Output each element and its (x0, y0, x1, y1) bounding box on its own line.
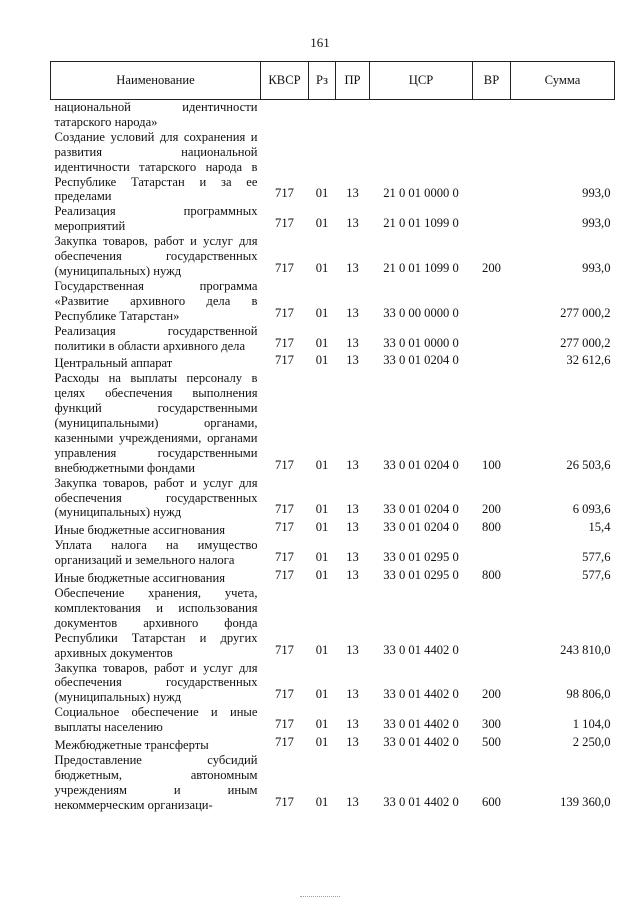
cell-kvsr: 717 (275, 568, 294, 583)
cell-kvsr: 717 (275, 520, 294, 535)
cell-name: Реализация государственной политики в области архивного дела (54, 323, 258, 353)
cell-kvsr (261, 100, 309, 130)
table-row (51, 130, 615, 205)
cell-summa: 26 503,6 (566, 457, 611, 472)
table-row (51, 661, 615, 706)
cell-summa: 277 000,2 (560, 335, 611, 350)
cell-name: Реализация программных мероприятий (54, 204, 258, 234)
cell-pr: 13 (346, 794, 359, 809)
table-row (51, 538, 615, 568)
budget-table (50, 61, 615, 813)
cell-kvsr: 717 (275, 735, 294, 750)
cell-kvsr: 717 (275, 335, 294, 350)
cell-vr (473, 130, 511, 205)
header-summa: Сумма (511, 62, 615, 100)
cell-pr: 13 (346, 216, 359, 231)
cell-csr: 33 0 01 0204 0 (383, 502, 459, 517)
table-row (51, 324, 615, 354)
cell-csr: 33 0 01 0000 0 (383, 335, 459, 350)
cell-vr (473, 279, 511, 324)
cell-name: Иные бюджетные ассигнования (54, 571, 226, 586)
cell-pr: 13 (346, 642, 359, 657)
table-row (51, 586, 615, 661)
cell-vr: 200 (482, 687, 501, 702)
cell-summa: 577,6 (582, 550, 611, 565)
header-rz: Рз (309, 62, 336, 100)
cell-pr: 13 (346, 735, 359, 750)
cell-rz: 01 (315, 717, 329, 732)
cell-pr: 13 (346, 568, 359, 583)
table-row (51, 735, 615, 753)
cell-name: Обеспечение хранения, учета, комплектования и использования документов архивного фонда Республики Татарстан и других архивных документов (54, 586, 258, 660)
cell-summa: 2 250,0 (572, 735, 611, 750)
cell-rz: 01 (315, 642, 329, 657)
cell-rz: 01 (315, 550, 329, 565)
cell-name: Предоставление субсидий бюджетным, автономным учреждениям и иным некоммерческим организаци- (54, 752, 258, 812)
cell-kvsr: 717 (275, 353, 294, 368)
cell-name: Создание условий для сохранения и развития национальной идентичности татарского народа в Республике Татарстан и за ее пределами (54, 129, 258, 204)
cell-name: Государственная программа «Развитие архивного дела в Республике Татарстан» (54, 278, 258, 323)
cell-summa: 993,0 (582, 216, 611, 231)
table-row (51, 520, 615, 538)
cell-summa: 1 104,0 (572, 717, 611, 732)
cell-name: Центральный аппарат (54, 356, 173, 371)
cell-rz: 01 (315, 305, 329, 320)
cell-vr (473, 100, 511, 130)
cell-name: национальной идентичности татарского народа» (54, 100, 258, 129)
cell-summa: 98 806,0 (566, 687, 611, 702)
cell-vr (473, 353, 511, 371)
cell-rz: 01 (315, 216, 329, 231)
cell-pr: 13 (346, 305, 359, 320)
header-pr: ПР (336, 62, 370, 100)
cell-kvsr: 717 (275, 260, 294, 275)
cell-summa: 139 360,0 (560, 794, 611, 809)
cell-name: Закупка товаров, работ и услуг для обеспечения государственных (муниципальных) нужд (54, 234, 258, 278)
cell-csr: 33 0 01 4402 0 (383, 642, 459, 657)
cell-summa: 15,4 (588, 520, 611, 535)
header-name: Наименование (51, 62, 261, 100)
cell-kvsr: 717 (275, 717, 294, 732)
table-row (51, 353, 615, 371)
cell-summa: 243 810,0 (560, 642, 611, 657)
cell-rz: 01 (315, 568, 329, 583)
cell-pr: 13 (346, 457, 359, 472)
cell-csr: 33 0 01 0295 0 (383, 568, 459, 583)
cell-csr: 33 0 01 0295 0 (383, 550, 459, 565)
cell-pr: 13 (346, 335, 359, 350)
cell-pr: 13 (346, 502, 359, 517)
cell-rz: 01 (315, 520, 329, 535)
cell-name: Социальное обеспечение и иные выплаты населению (54, 705, 258, 735)
cell-kvsr: 717 (275, 186, 294, 201)
cell-pr: 13 (346, 186, 359, 201)
cell-rz: 01 (315, 335, 329, 350)
cell-summa: 277 000,2 (560, 305, 611, 320)
cell-csr: 33 0 01 0204 0 (383, 353, 459, 368)
cell-rz: 01 (315, 735, 329, 750)
cell-kvsr: 717 (275, 687, 294, 702)
cell-vr: 800 (482, 520, 501, 535)
cell-rz: 01 (315, 502, 329, 517)
cell-kvsr: 717 (275, 642, 294, 657)
cell-vr (473, 538, 511, 568)
cell-summa: 993,0 (582, 186, 611, 201)
table-row (51, 476, 615, 521)
cell-vr (473, 324, 511, 354)
cell-vr (473, 204, 511, 234)
cell-csr: 21 0 01 1099 0 (383, 216, 459, 231)
header-vr: ВР (473, 62, 511, 100)
cell-pr: 13 (346, 687, 359, 702)
cell-vr: 200 (482, 260, 501, 275)
table-row (51, 279, 615, 324)
table-body (51, 100, 615, 813)
cell-kvsr: 717 (275, 216, 294, 231)
cell-pr: 13 (346, 520, 359, 535)
cell-csr: 33 0 01 4402 0 (383, 794, 459, 809)
header-kvsr: КВСР (261, 62, 309, 100)
cell-rz: 01 (315, 186, 329, 201)
cell-pr: 13 (346, 717, 359, 732)
table-row (51, 100, 615, 130)
cell-vr: 500 (482, 735, 501, 750)
cell-kvsr: 717 (275, 794, 294, 809)
cell-vr (473, 586, 511, 661)
cell-kvsr: 717 (275, 305, 294, 320)
table-row (51, 753, 615, 813)
cell-summa: 577,6 (582, 568, 611, 583)
cell-name: Уплата налога на имущество организаций и земельного налога (54, 538, 258, 568)
cell-kvsr: 717 (275, 550, 294, 565)
table-row (51, 234, 615, 279)
cell-csr: 33 0 01 4402 0 (383, 717, 459, 732)
cell-rz: 01 (315, 260, 329, 275)
table-row (51, 568, 615, 586)
cell-kvsr: 717 (275, 457, 294, 472)
cell-summa: 993,0 (582, 260, 611, 275)
cell-summa (511, 100, 615, 130)
cell-name: Закупка товаров, работ и услуг для обеспечения государственных (муниципальных) нужд (54, 660, 258, 705)
cell-csr: 33 0 01 4402 0 (383, 687, 459, 702)
cell-rz (309, 100, 336, 130)
cell-pr: 13 (346, 260, 359, 275)
cell-vr: 300 (482, 717, 501, 732)
cell-name: Межбюджетные трансферты (54, 738, 209, 753)
header-csr: ЦСР (370, 62, 473, 100)
table-header-row (51, 62, 615, 100)
scan-marks (300, 896, 340, 899)
table-row (51, 204, 615, 234)
cell-csr: 33 0 01 0204 0 (383, 457, 459, 472)
table-row (51, 705, 615, 735)
cell-summa: 32 612,6 (566, 353, 611, 368)
cell-vr: 100 (482, 457, 501, 472)
table-row (51, 371, 615, 475)
cell-csr: 21 0 01 1099 0 (383, 260, 459, 275)
cell-pr (336, 100, 370, 130)
cell-name: Расходы на выплаты персоналу в целях обеспечения выполнения функций государственными (муниципальными) органами, казенными учреждениями, органами управления государственными внебюджетными фондами (54, 371, 258, 475)
cell-vr: 800 (482, 568, 501, 583)
cell-rz: 01 (315, 457, 329, 472)
cell-vr: 200 (482, 502, 501, 517)
cell-rz: 01 (315, 794, 329, 809)
cell-csr (370, 100, 473, 130)
cell-name: Иные бюджетные ассигнования (54, 523, 226, 538)
cell-csr: 33 0 01 0204 0 (383, 520, 459, 535)
cell-csr: 33 0 00 0000 0 (383, 305, 459, 320)
cell-pr: 13 (346, 550, 359, 565)
cell-rz: 01 (315, 687, 329, 702)
cell-pr: 13 (346, 353, 359, 368)
cell-vr: 600 (482, 794, 501, 809)
cell-name: Закупка товаров, работ и услуг для обеспечения государственных (муниципальных) нужд (54, 475, 258, 520)
page-number: 161 (310, 35, 330, 50)
cell-kvsr: 717 (275, 502, 294, 517)
cell-summa: 6 093,6 (572, 502, 611, 517)
cell-csr: 33 0 01 4402 0 (383, 735, 459, 750)
cell-rz: 01 (315, 353, 329, 368)
cell-csr: 21 0 01 0000 0 (383, 186, 459, 201)
